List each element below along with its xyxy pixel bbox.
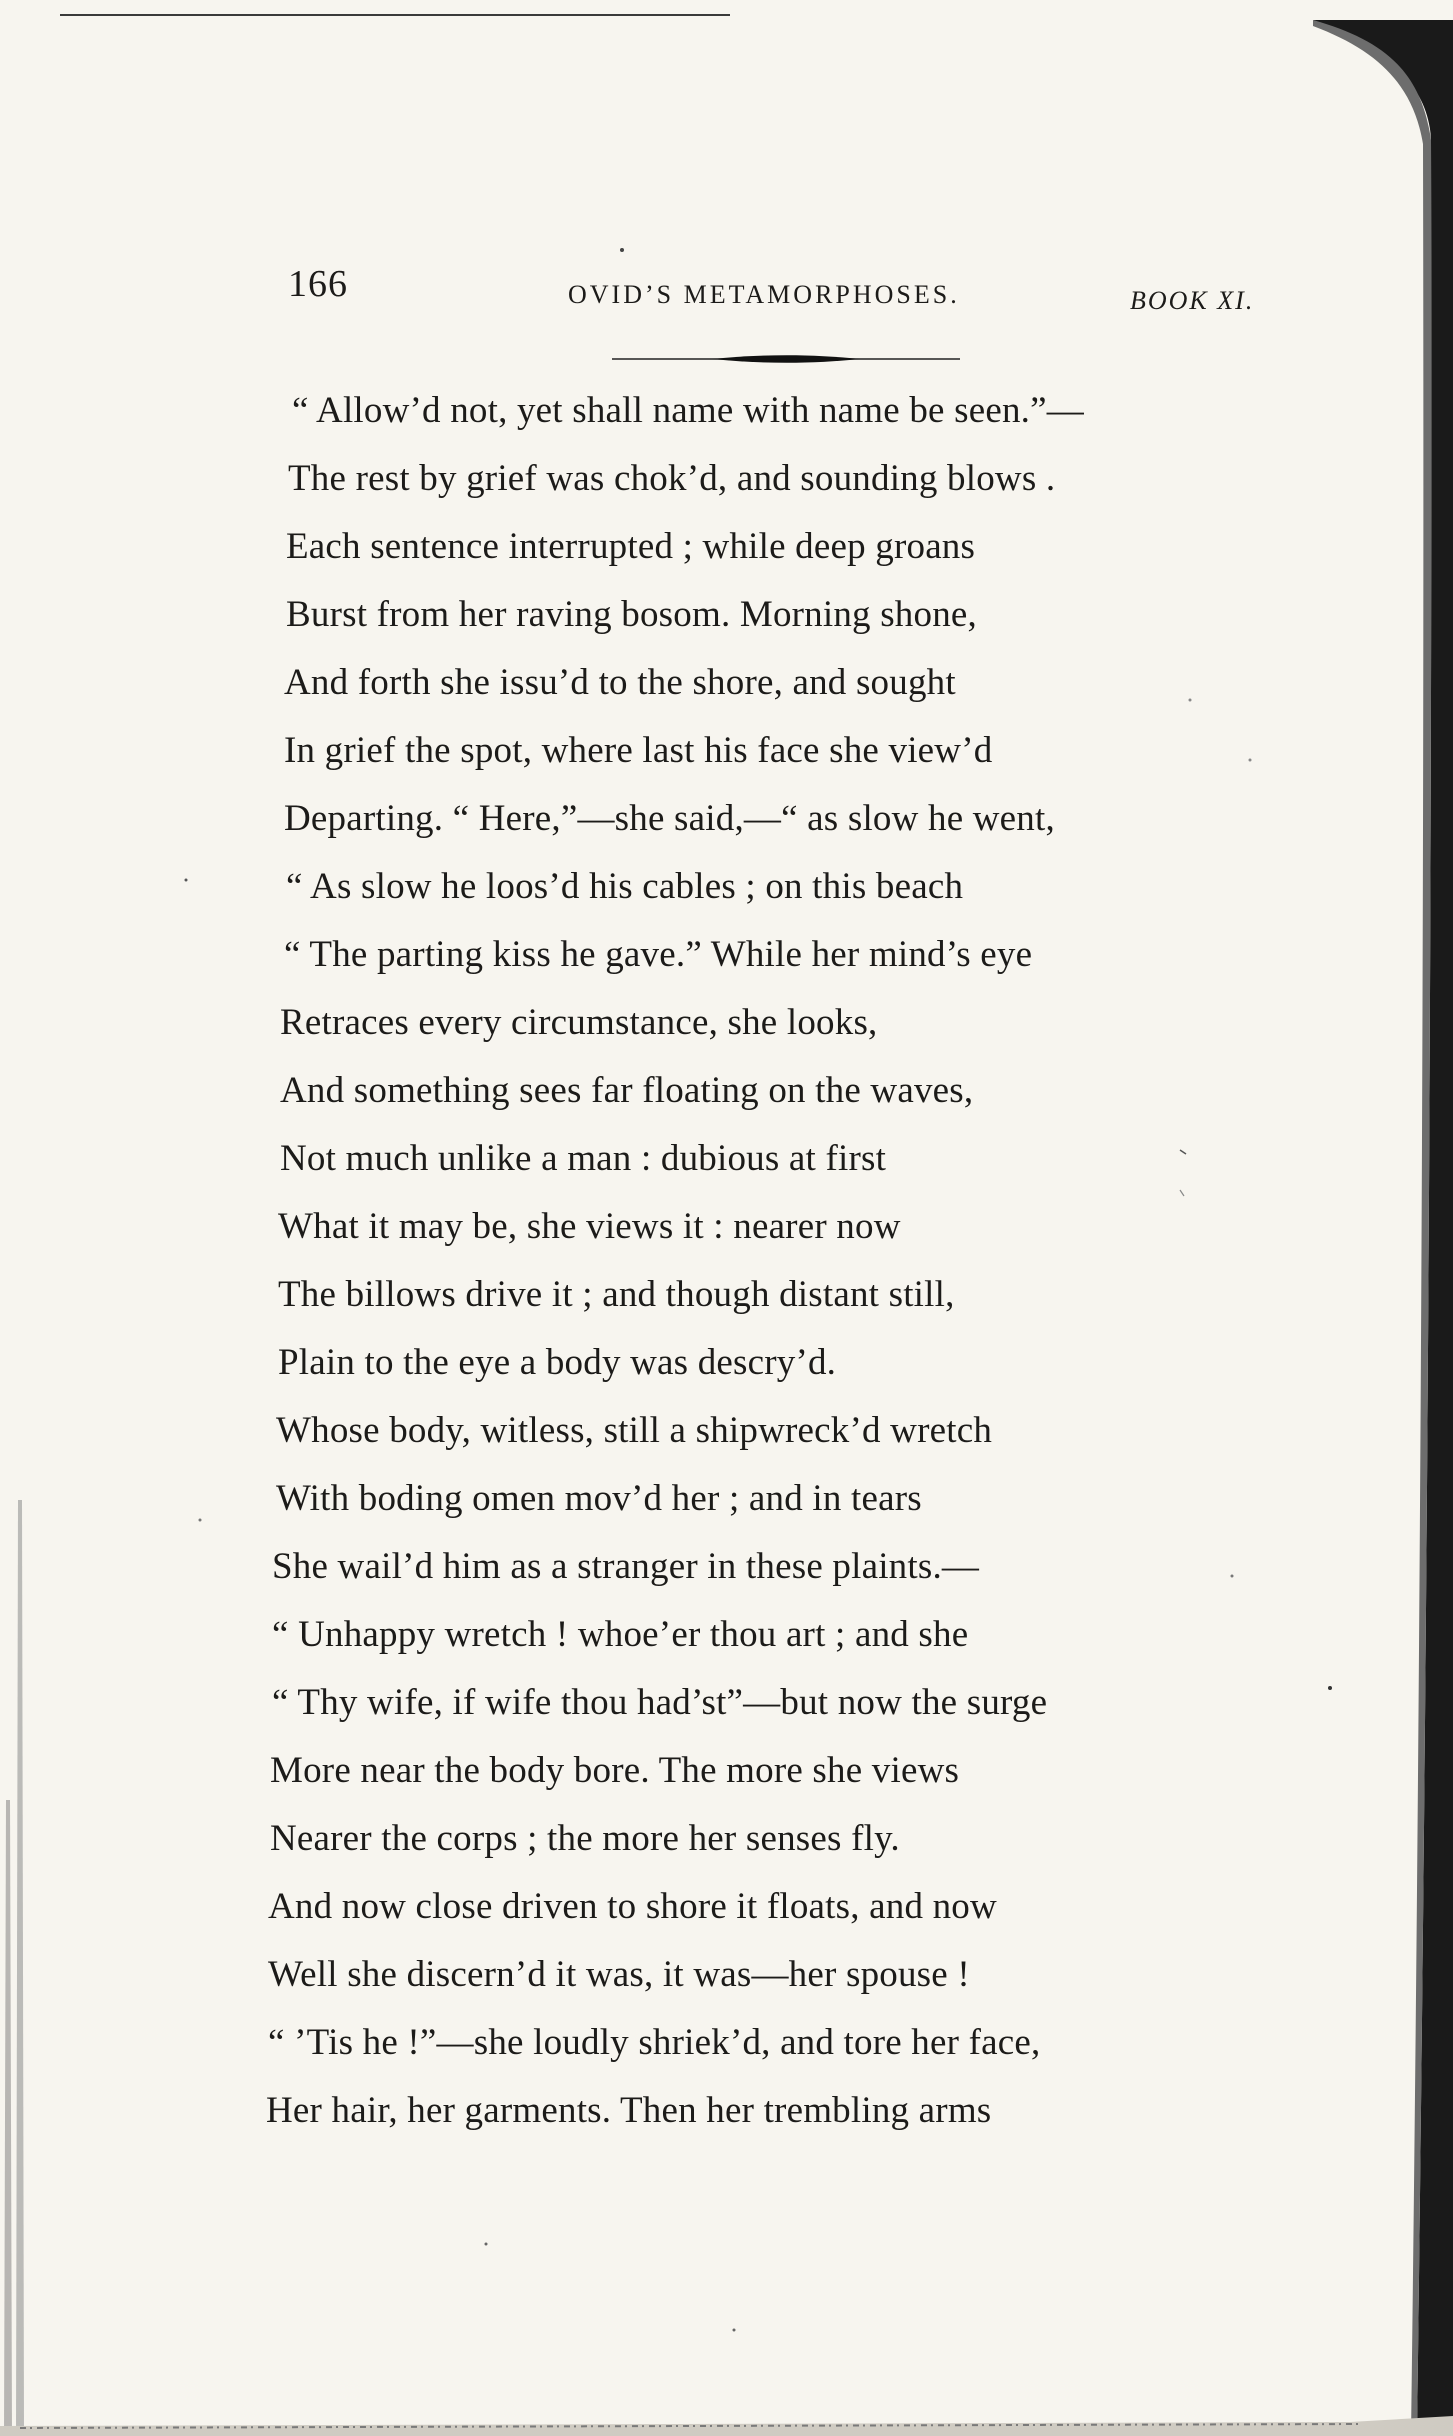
verse-line: The rest by grief was chok’d, and sounding blows . [288,458,1056,499]
verse-line: Each sentence interrupted ; while deep groans [286,526,976,567]
verse-line: More near the body bore. The more she views [270,1750,960,1791]
verse-line: Nearer the corps ; the more her senses fly. [270,1818,900,1859]
verse-line: Departing. “ Here,”—she said,—“ as slow he went, [284,798,1055,839]
verse-line: “ As slow he loos’d his cables ; on this beach [286,866,964,907]
verse-line: Plain to the eye a body was descry’d. [278,1342,837,1383]
verse-line: Well she discern’d it was, it was—her spouse ! [268,1954,970,1995]
verse-line: “ Allow’d not, yet shall name with name be seen.”— [292,390,1084,431]
page-number: 166 [288,263,348,305]
verse-line: “ Thy wife, if wife thou had’st”—but now the surge [272,1682,1048,1723]
verse-line: And something sees far floating on the waves, [280,1070,974,1111]
book-label: BOOK XI. [1130,286,1255,315]
verse-line: In grief the spot, where last his face she view’d [284,730,993,771]
verse-line: And now close driven to shore it floats, and now [268,1886,997,1927]
verse-line: Retraces every circumstance, she looks, [280,1002,878,1043]
running-title: OVID’S METAMORPHOSES. [568,280,960,309]
verse-line: Burst from her raving bosom. Morning shone, [286,594,977,635]
verse-line: She wail’d him as a stranger in these plaints.— [272,1546,980,1587]
verse-line: Not much unlike a man : dubious at first [280,1138,887,1179]
binding-shadow [0,1500,40,2436]
verse-line: The billows drive it ; and though distant still, [278,1274,955,1315]
verse-line: With boding omen mov’d her ; and in tears [276,1478,922,1519]
verse-line: “ Unhappy wretch ! whoe’er thou art ; and she [272,1614,969,1655]
header-rule [612,352,960,366]
verse-line: “ The parting kiss he gave.” While her mind’s eye [284,934,1033,975]
verse-line: Her hair, her garments. Then her trembling arms [266,2090,992,2131]
verse-line: What it may be, she views it : nearer now [278,1206,901,1247]
verse-line: And forth she issu’d to the shore, and sought [284,662,956,703]
verse-line: “ ’Tis he !”—she loudly shriek’d, and tore her face, [268,2022,1041,2063]
scan-bottom-edge [0,2410,1453,2436]
page-curl-shadow [1313,20,1453,2436]
verse-line: Whose body, witless, still a shipwreck’d wretch [276,1410,993,1451]
running-header [0,0,1453,380]
